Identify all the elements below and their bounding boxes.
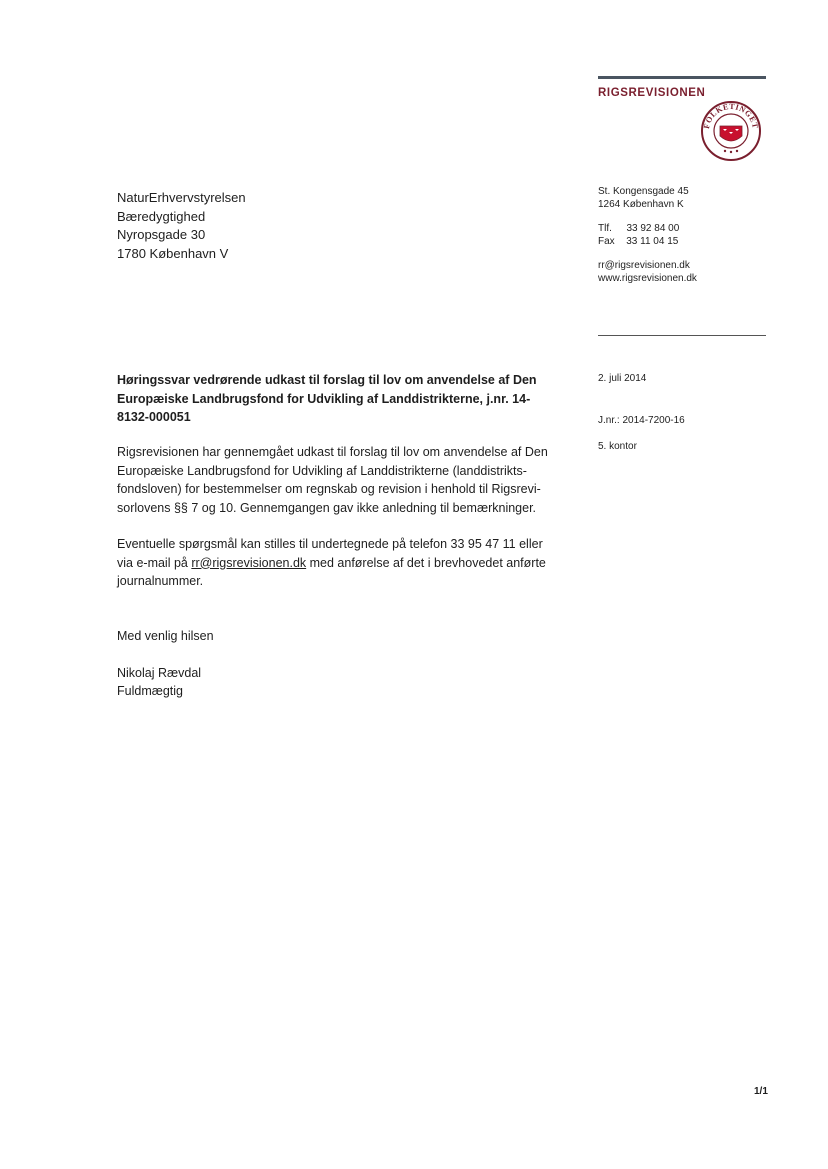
sender-website[interactable]: www.rigsrevisionen.dk bbox=[598, 272, 697, 284]
brand-name: RIGSREVISIONEN bbox=[598, 87, 706, 99]
folketinget-seal-logo bbox=[700, 100, 762, 162]
body-line: Rigsrevisionen har gennemgået udkast til forslag til lov om anvendelse af Den bbox=[117, 445, 548, 459]
subject-line: Europæiske Landbrugsfond for Udvikling af Landdistrikterne, j.nr. 14- bbox=[117, 391, 531, 406]
body-line bbox=[117, 554, 572, 573]
body-text: via e-mail på bbox=[117, 555, 192, 570]
letterhead-rule bbox=[598, 76, 766, 79]
recipient-line: 1780 København V bbox=[117, 245, 229, 261]
body-line: Eventuelle spørgsmål kan stilles til undertegnede på telefon 33 95 47 11 eller bbox=[117, 537, 543, 551]
sender-contact-block bbox=[598, 186, 697, 285]
subject-line: 8132-000051 bbox=[117, 410, 191, 424]
svg-text:FOLKETINGET: FOLKETINGET bbox=[702, 101, 760, 130]
sender-street: St. Kongensgade 45 bbox=[598, 186, 689, 197]
journal-number: J.nr.: 2014-7200-16 bbox=[598, 415, 685, 426]
phone-number: 33 92 84 00 bbox=[626, 223, 680, 234]
sender-fax bbox=[598, 236, 697, 249]
recipient-line: Nyropsgade 30 bbox=[117, 227, 206, 242]
signatory-title: Fuldmægtig bbox=[117, 684, 183, 698]
email-link[interactable]: rr@rigsrevisionen.dk bbox=[191, 555, 307, 570]
fax-label: Fax bbox=[598, 235, 615, 247]
sender-city: 1264 København K bbox=[598, 198, 684, 210]
office-label: 5. kontor bbox=[598, 441, 637, 452]
sender-phone bbox=[598, 223, 697, 236]
recipient-line: NaturErhvervstyrelsen bbox=[117, 190, 246, 205]
body-line: sorlovens §§ 7 og 10. Gennemgangen gav ikke anledning til bemærkninger. bbox=[117, 500, 537, 515]
subject-line: Høringssvar vedrørende udkast til forslag til lov om anvendelse af Den bbox=[117, 373, 537, 387]
signatory-name: Nikolaj Rævdal bbox=[117, 666, 202, 680]
body-line: fondsloven) for bestemmelser om regnskab og revision i henhold til Rigsrevi- bbox=[117, 482, 541, 496]
page-number: 1/1 bbox=[754, 1086, 768, 1097]
recipient-line: Bæredygtighed bbox=[117, 208, 206, 224]
phone-label: Tlf. bbox=[598, 223, 612, 234]
fax-number: 33 11 04 15 bbox=[626, 235, 679, 247]
letter-date: 2. juli 2014 bbox=[598, 373, 647, 384]
body-line: Europæiske Landbrugsfond for Udvikling af Landdistrikterne (landdistrikts- bbox=[117, 463, 527, 478]
body-text: med anførelse af det i brevhovedet anførte bbox=[306, 555, 546, 570]
closing-greeting: Med venlig hilsen bbox=[117, 629, 214, 643]
body-paragraph-2 bbox=[117, 535, 572, 591]
sidebar-divider bbox=[598, 335, 766, 336]
recipient-address bbox=[117, 189, 246, 263]
sender-email[interactable]: rr@rigsrevisionen.dk bbox=[598, 260, 690, 271]
letter-subject bbox=[117, 371, 567, 427]
body-paragraph-1 bbox=[117, 443, 572, 517]
body-line: journalnummer. bbox=[117, 574, 204, 588]
